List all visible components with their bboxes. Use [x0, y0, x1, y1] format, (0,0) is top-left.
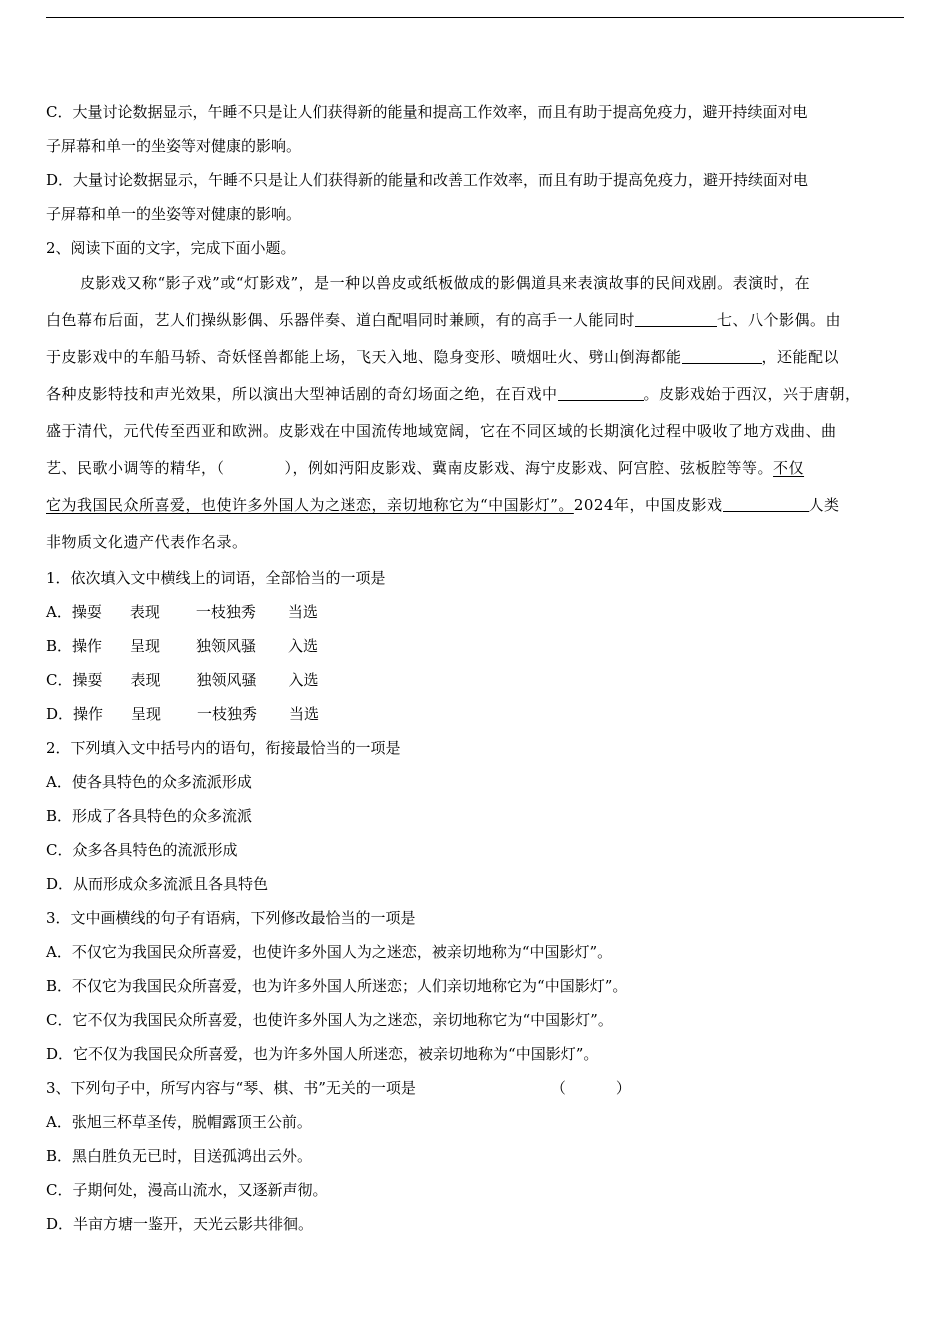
passage-line: 它为我国民众所喜爱，也使许多外国人为之迷恋，亲切地称它为“中国影灯”。2024年，中国皮影戏 人类 — [46, 496, 840, 514]
passage-line: 盛于清代，元代传至西亚和欧洲。皮影戏在中国流传地域宽阔，它在不同区域的长期演化过程中吸收了地方戏曲、曲 — [46, 422, 837, 440]
question-2-heading: 2、阅读下面的文字，完成下面小题。 — [46, 239, 296, 257]
sub-question-1-option-b: B．操作 呈现 独领风骚 入选 — [46, 637, 319, 655]
fill-blank-3 — [558, 386, 644, 401]
sub-question-1-stem: 1．依次填入文中横线上的词语，全部恰当的一项是 — [46, 569, 386, 587]
sub-question-2-stem: 2．下列填入文中括号内的语句，衔接最恰当的一项是 — [46, 739, 401, 757]
fill-blank-4 — [723, 497, 809, 512]
passage-line: 于皮影戏中的车船马轿、奇妖怪兽都能上场，飞天入地、隐身变形、喷烟吐火、劈山倒海都能 ，还能配以 — [46, 348, 840, 366]
passage-line: 非物质文化遗产代表作名录。 — [46, 533, 248, 551]
sub-question-3-option-c: C．它不仅为我国民众所喜爱，也使许多外国人为之迷恋，亲切地称它为“中国影灯”。 — [46, 1011, 613, 1029]
passage-line: 白色幕布后面，艺人们操纵影偶、乐器伴奏、道白配唱同时兼顾，有的高手一人能同时 七、八个影偶。由 — [46, 311, 842, 329]
underlined-sentence-end: 它为我国民众所喜爱，也使许多外国人为之迷恋，亲切地称它为“中国影灯”。 — [46, 496, 574, 514]
sub-question-3-option-a: A．不仅它为我国民众所喜爱，也使许多外国人为之迷恋，被亲切地称为“中国影灯”。 — [46, 943, 613, 961]
sub-question-2-option-b: B．形成了各具特色的众多流派 — [46, 807, 253, 825]
passage — [46, 265, 906, 561]
sub-question-2-option-d: D．从而形成众多流派且各具特色 — [46, 875, 269, 893]
sub-question-3-option-b: B．不仅它为我国民众所喜爱，也为许多外国人所迷恋；人们亲切地称它为“中国影灯”。 — [46, 977, 628, 995]
sub-question-2-option-a: A．使各具特色的众多流派形成 — [46, 773, 252, 791]
question-3-option-b: B．黑白胜负无已时，目送孤鸿出云外。 — [46, 1147, 313, 1165]
sub-question-1-option-c: C．操耍 表现 独领风骚 入选 — [46, 671, 319, 689]
sub-question-2-option-c: C．众多各具特色的流派形成 — [46, 841, 238, 859]
prev-option-d-line2: 子屏幕和单一的坐姿等对健康的影响。 — [46, 205, 302, 223]
fill-blank-1 — [635, 312, 717, 327]
sub-question-3-option-d: D．它不仅为我国民众所喜爱，也为许多外国人所迷恋，被亲切地称为“中国影灯”。 — [46, 1045, 599, 1063]
sub-question-1-option-a: A．操耍 表现 一枝独秀 当选 — [46, 603, 318, 621]
prev-option-c-line2: 子屏幕和单一的坐姿等对健康的影响。 — [46, 137, 302, 155]
question-3-option-d: D．半亩方塘一鉴开，天光云影共徘徊。 — [46, 1215, 314, 1233]
sub-question-3-stem: 3．文中画横线的句子有语病，下列修改最恰当的一项是 — [46, 909, 416, 927]
underlined-sentence-start: 不仅 — [773, 459, 805, 477]
prev-option-d-line1: D．大量讨论数据显示，午睡不只是让人们获得新的能量和改善工作效率，而且有助于提高免疫力，避开持续面对电 — [46, 171, 809, 189]
question-3-stem: 3、下列句子中，所写内容与“琴、棋、书”无关的一项是 （ ） — [46, 1071, 906, 1105]
passage-line: 艺、民歌小调等的精华，（ ），例如沔阳皮影戏、冀南皮影戏、海宁皮影戏、阿宫腔、弦板腔等等。不仅 — [46, 459, 805, 477]
header-rule — [46, 17, 904, 18]
question-3-option-a: A．张旭三杯草圣传，脱帽露顶王公前。 — [46, 1113, 312, 1131]
fill-blank-2 — [682, 349, 762, 364]
question-3-option-c: C．子期何处，漫高山流水，又逐新声彻。 — [46, 1181, 328, 1199]
sub-question-1-option-d: D．操作 呈现 一枝独秀 当选 — [46, 705, 320, 723]
passage-line: 各种皮影特技和声光效果，所以演出大型神话剧的奇幻场面之绝，在百戏中 。皮影戏始于西汉，兴于唐朝， — [46, 385, 861, 403]
answer-parentheses: （ ） — [550, 1079, 631, 1097]
prev-option-c-line1: C．大量讨论数据显示，午睡不只是让人们获得新的能量和提高工作效率，而且有助于提高免疫力，避开持续面对电 — [46, 103, 808, 121]
passage-line: 皮影戏又称“影子戏”或“灯影戏”，是一种以兽皮或纸板做成的影偶道具来表演故事的民间戏剧。表演时，在 — [80, 274, 811, 292]
document-body — [46, 95, 906, 1241]
